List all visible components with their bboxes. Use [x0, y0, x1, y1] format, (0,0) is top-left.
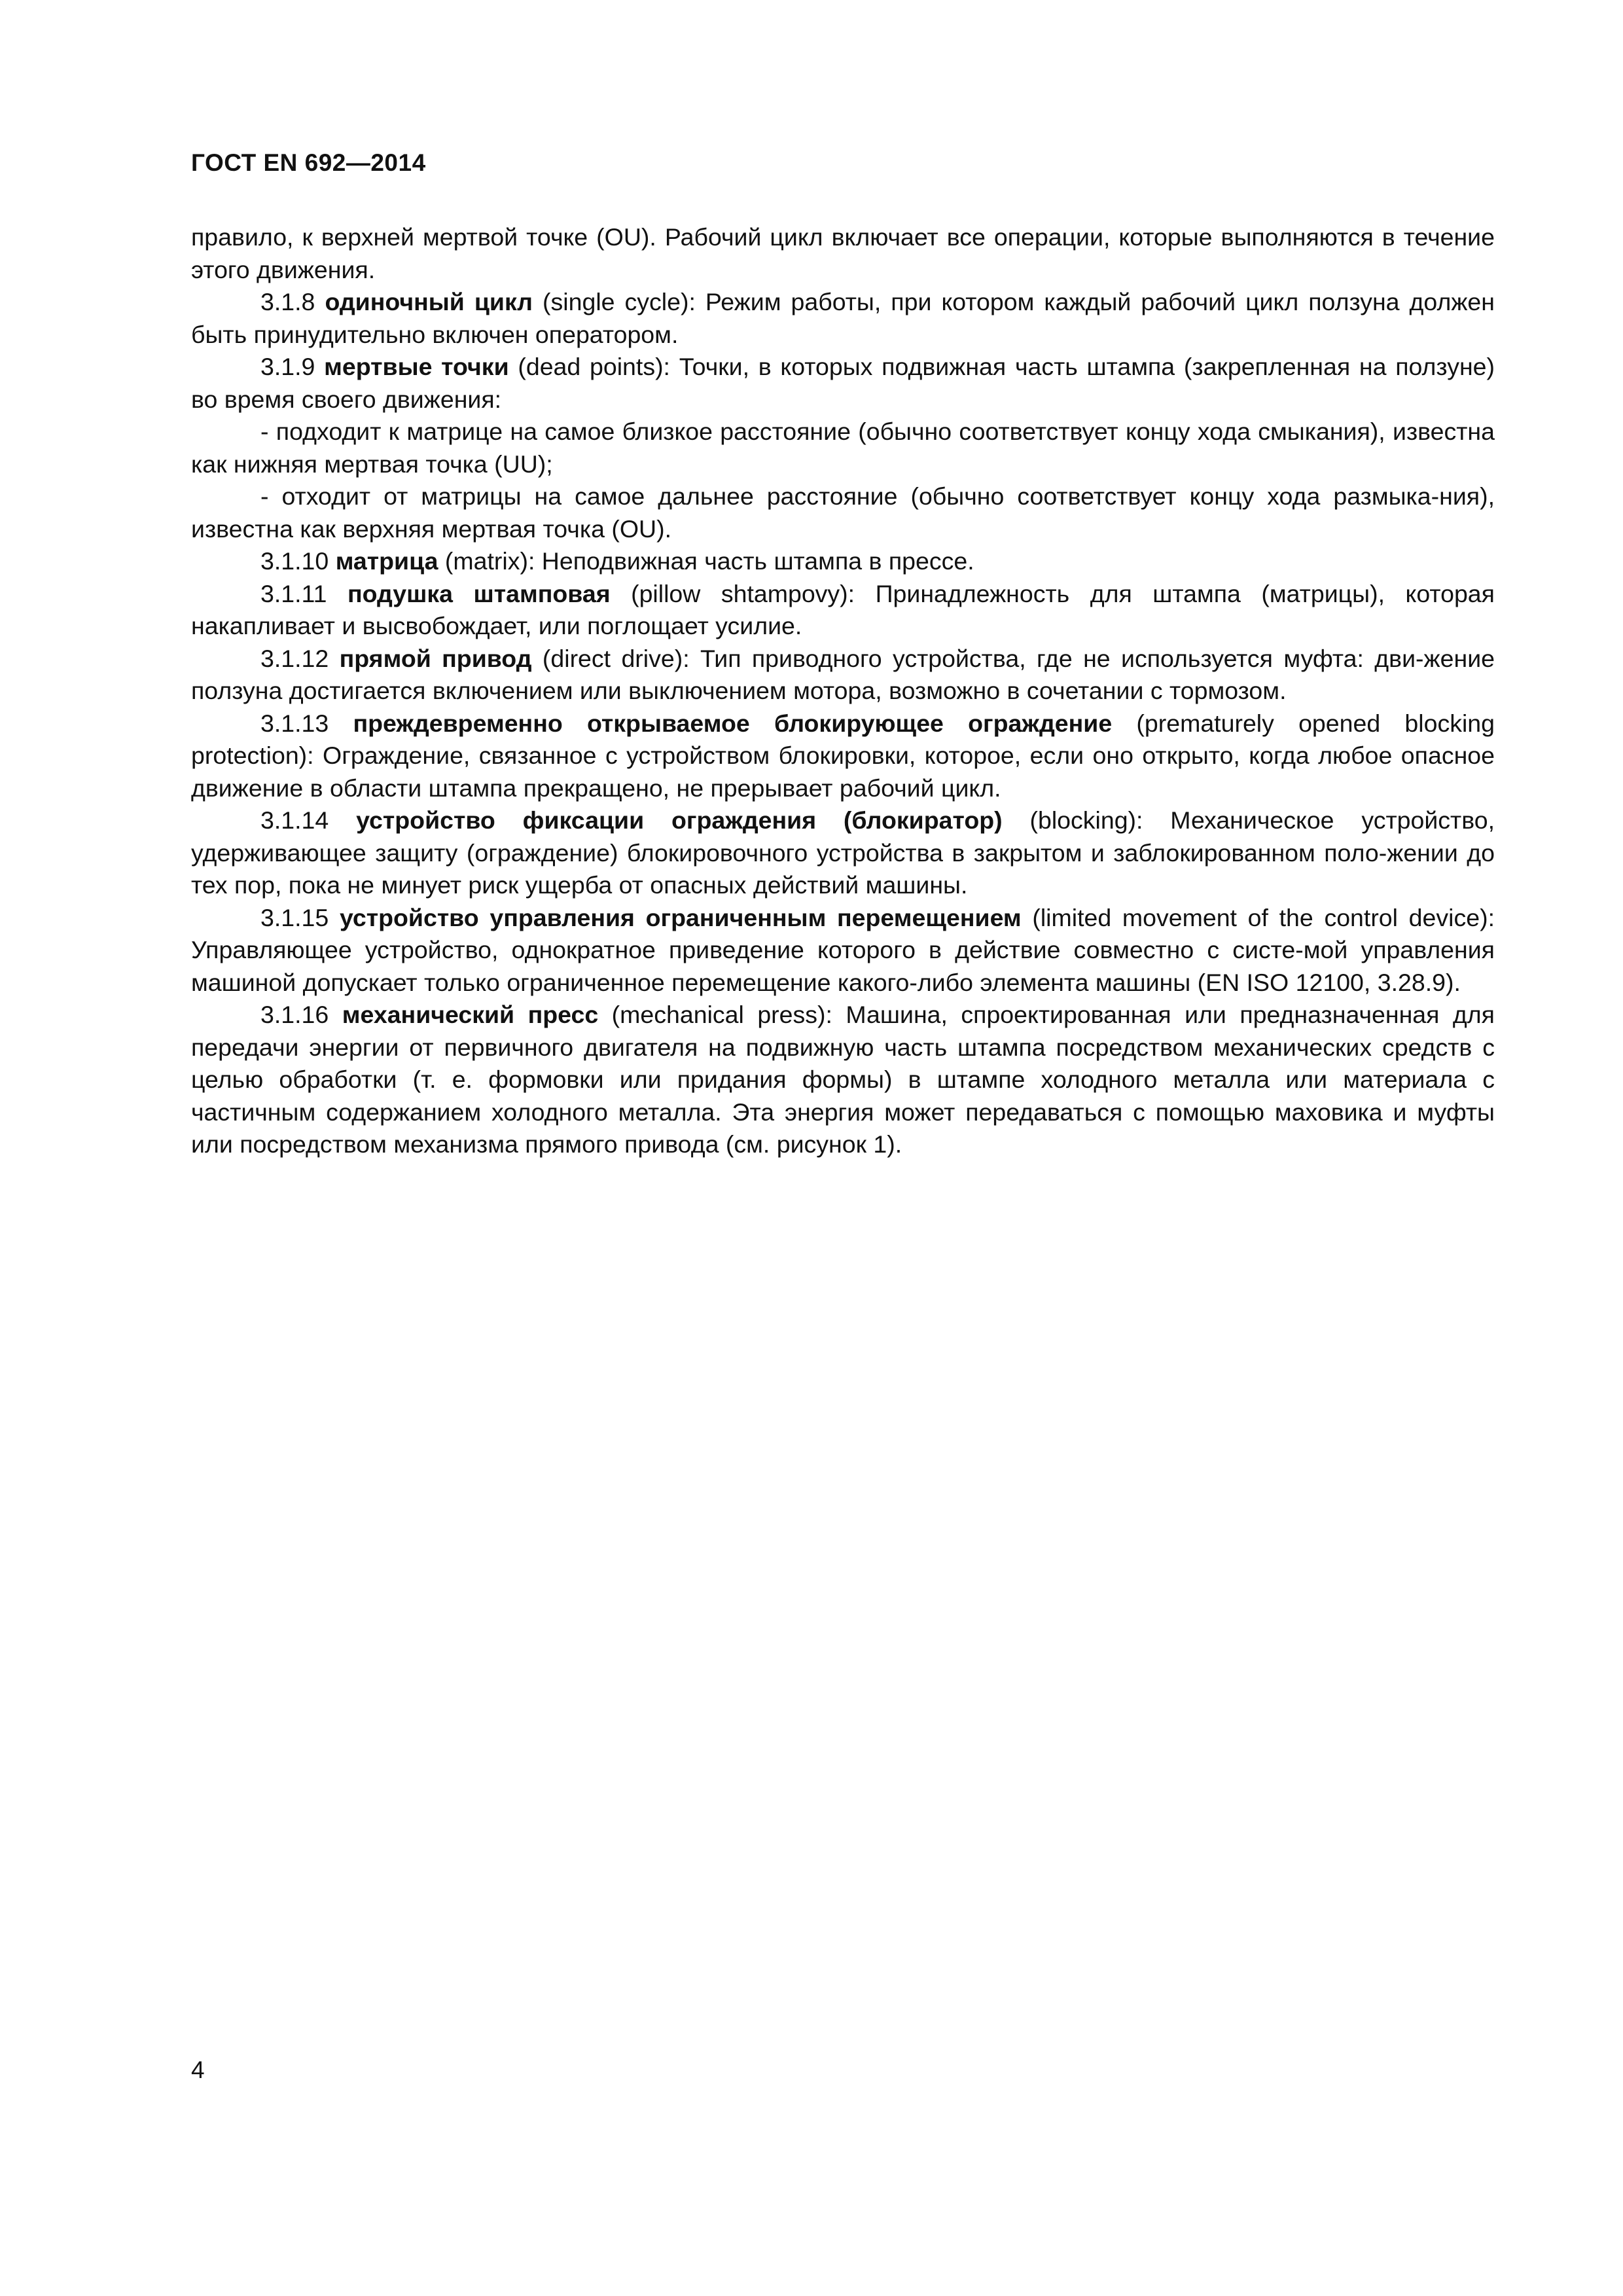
list-item: [191, 480, 1495, 545]
clause-number: 3.1.15: [260, 903, 340, 931]
paragraph-text: - подходит к матрице на самое близкое расстояние (обычно соответствует концу хода смыкания), известна как нижняя мертвая точка (UU);: [191, 418, 1495, 478]
paragraph-3-1-15: [191, 902, 1495, 999]
paragraph-text: (matrix): Неподвижная часть штампа в прессе.: [438, 547, 974, 575]
paragraph-continuation: [191, 221, 1495, 286]
term: мертвые точки: [324, 353, 509, 380]
paragraph-text: (pillow shtampovy): Принадлежность для штампа (матрицы), которая накапливает и высвобождает, или поглощает усилие.: [191, 579, 1495, 639]
term: преждевременно открываемое блокирующее ограждение: [353, 709, 1113, 737]
paragraph-text: правило, к верхней мертвой точке (OU). Рабочий цикл включает все операции, которые выполняются в течение этого движения.: [191, 223, 1495, 283]
term: подушка штамповая: [347, 579, 611, 607]
paragraph-3-1-10: [191, 545, 1495, 578]
paragraph-text: (dead points): Точки, в которых подвижная часть штампа (закрепленная на ползуне) во время своего движения:: [191, 353, 1495, 413]
paragraph-3-1-13: [191, 708, 1495, 805]
paragraph-3-1-8: [191, 286, 1495, 351]
term: одиночный цикл: [325, 288, 533, 315]
clause-number: 3.1.13: [260, 709, 353, 737]
page-number: 4: [191, 2056, 205, 2083]
list-item: [191, 416, 1495, 480]
term: матрица: [335, 547, 438, 575]
paragraph-text: (prematurely opened blocking protection): Ограждение, связанное с устройством блокировки, которое, если оно открыто, когда любое опасное движение в области штампа прекращено, не прерывает рабочий цикл.: [191, 709, 1495, 802]
term: устройство фиксации ограждения (блокиратор): [356, 806, 1003, 834]
paragraph-text: (mechanical press): Машина, спроектированная или предназначенная для передачи энергии от первичного двигателя на подвижную часть штампа посредством механических средств с целью обработки (т. е. формовки или придания формы) в штампе холодного металла или материала с частичным содержанием холодного металла. Эта энергия может передаваться с помощью маховика и муфты или посредством механизма прямого привода (см. рисунок 1).: [191, 1001, 1495, 1158]
clause-number: 3.1.10: [260, 547, 336, 575]
clause-number: 3.1.14: [260, 806, 357, 834]
term: прямой привод: [339, 644, 532, 672]
paragraph-text: (blocking): Механическое устройство, удерживающее защиту (ограждение) блокировочного устройства в закрытом и заблокированном поло-жении до тех пор, пока не минует риск ущерба от опасных действий машины.: [191, 806, 1495, 899]
paragraph-text: (single cycle): Режим работы, при котором каждый рабочий цикл ползуна должен быть принудительно включен оператором.: [191, 288, 1495, 348]
clause-number: 3.1.8: [260, 288, 325, 315]
term: механический пресс: [342, 1001, 599, 1028]
document-header: ГОСТ EN 692—2014: [191, 149, 426, 176]
paragraph-3-1-12: [191, 643, 1495, 708]
paragraph-3-1-16: [191, 999, 1495, 1161]
term: устройство управления ограниченным перемещением: [339, 903, 1022, 931]
paragraph-3-1-14: [191, 804, 1495, 902]
clause-number: 3.1.16: [260, 1001, 342, 1028]
paragraph-3-1-9: [191, 351, 1495, 416]
clause-number: 3.1.11: [260, 579, 348, 607]
document-body: [191, 221, 1495, 1161]
paragraph-text: (direct drive): Тип приводного устройства, где не используется муфта: дви-жение ползуна достигается включением или выключением мотора, возможно в сочетании с тормозом.: [191, 644, 1495, 704]
paragraph-text: (limited movement of the control device): Управляющее устройство, однократное приведение которого в действие совместно с систе-мой управления машиной допускает только ограниченное перемещение какого-либо элемента машины (EN ISO 12100, 3.28.9).: [191, 903, 1495, 996]
clause-number: 3.1.9: [260, 353, 325, 380]
paragraph-3-1-11: [191, 578, 1495, 643]
paragraph-text: - отходит от матрицы на самое дальнее расстояние (обычно соответствует концу хода размыка-ния), известна как верхняя мертвая точка (OU).: [191, 482, 1495, 543]
clause-number: 3.1.12: [260, 644, 340, 672]
